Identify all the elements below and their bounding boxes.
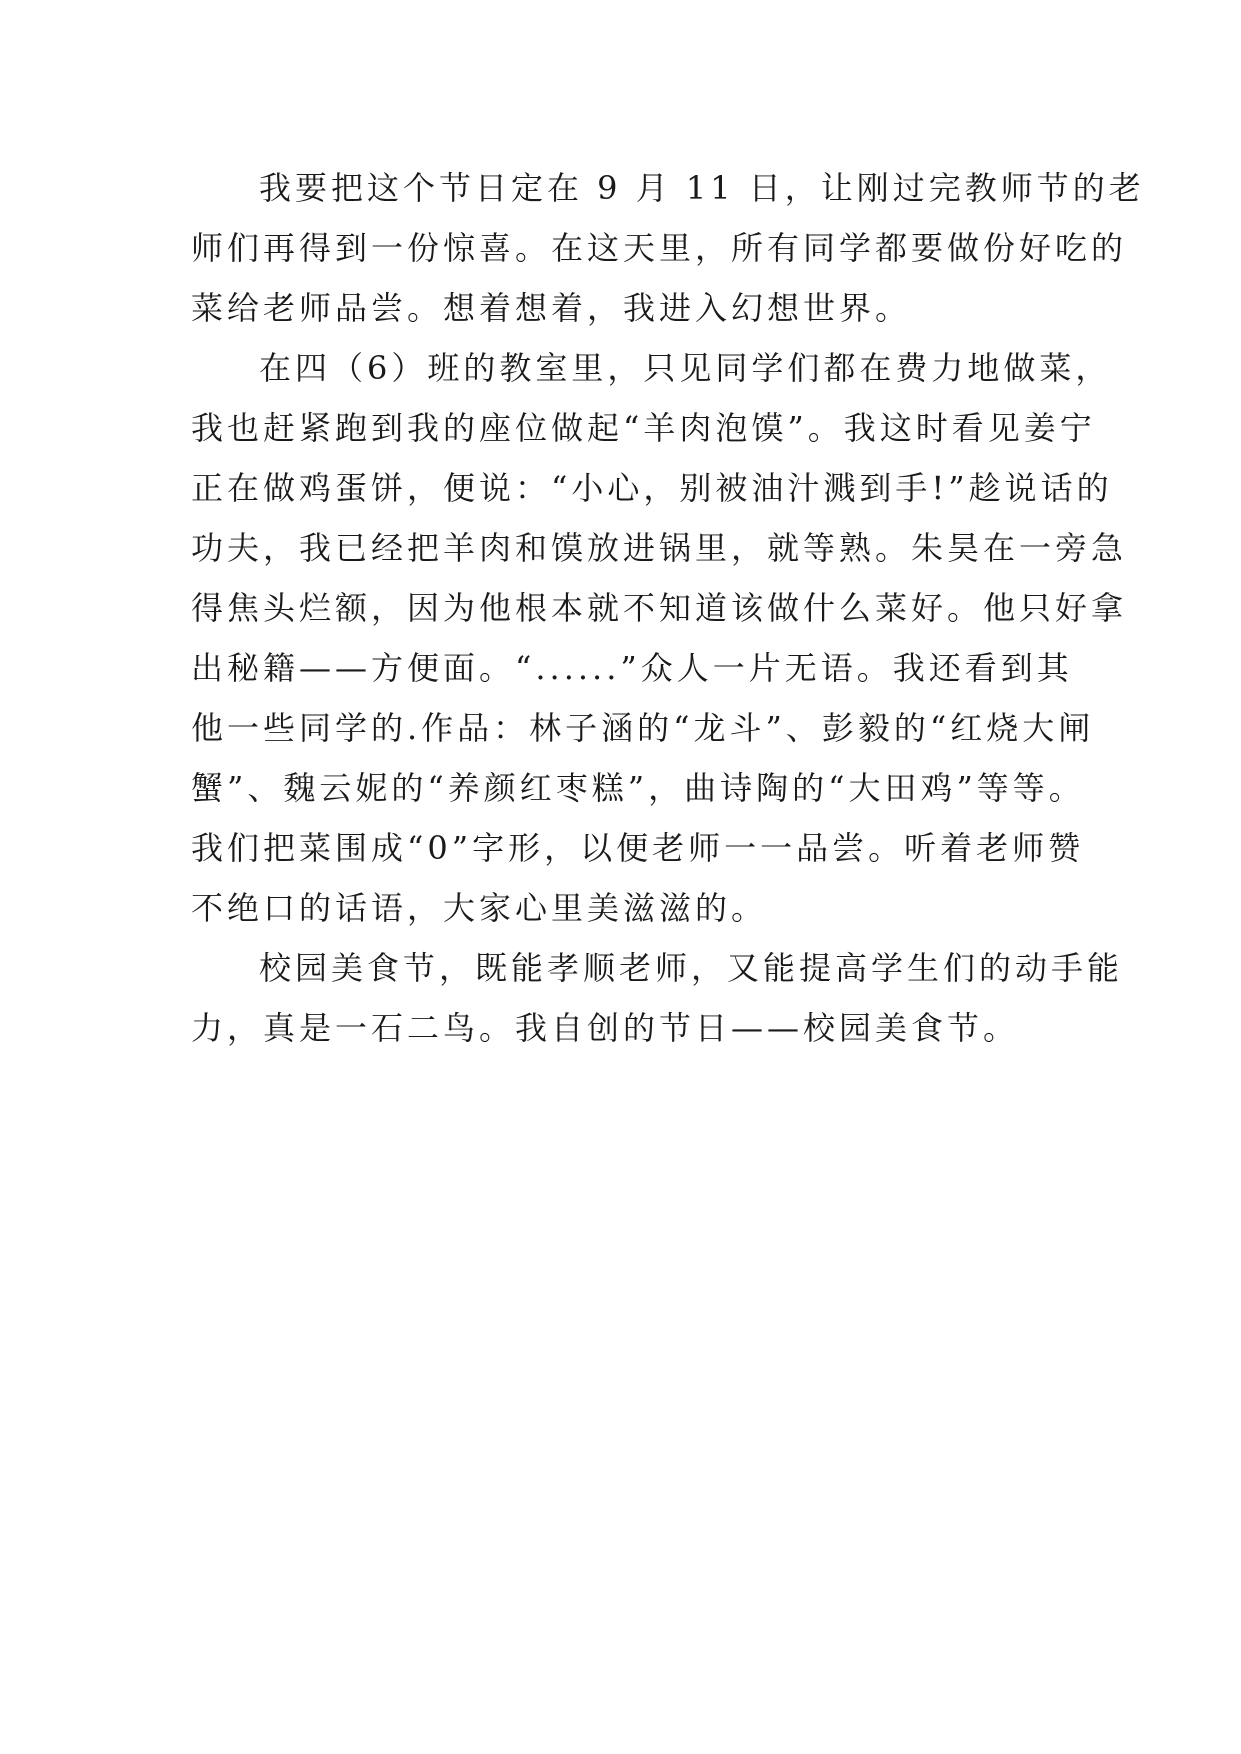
text-line: 校园美食节，既能孝顺老师，又能提高学生们的动手能	[259, 949, 1124, 987]
text-line: 他一些同学的.作品：林子涵的“龙斗”、彭毅的“红烧大闸	[191, 709, 1095, 747]
text-line: 正在做鸡蛋饼，便说：“小心，别被油汁溅到手!”趁说话的	[191, 469, 1113, 507]
document-body	[191, 158, 1145, 1058]
paragraph-1	[191, 158, 1145, 338]
text-line: 力，真是一石二鸟。我自创的节日——校园美食节。	[191, 1009, 1020, 1047]
text-line: 师们再得到一份惊喜。在这天里，所有同学都要做份好吃的	[191, 229, 1128, 267]
text-line: 出秘籍——方便面。“......”众人一片无语。我还看到其	[191, 649, 1073, 687]
text-line: 菜给老师品尝。想着想着，我进入幻想世界。	[191, 289, 912, 327]
text-line: 我们把菜围成“0”字形，以便老师一一品尝。听着老师赞	[191, 829, 1085, 867]
text-line: 蟹”、魏云妮的“养颜红枣糕”，曲诗陶的“大田鸡”等等。	[191, 769, 1085, 807]
text-line: 我要把这个节日定在 9 月 11 日，让刚过完教师节的老	[259, 169, 1145, 207]
text-line: 功夫，我已经把羊肉和馍放进锅里，就等熟。朱昊在一旁急	[191, 529, 1128, 567]
paragraph-2	[191, 338, 1128, 938]
paragraph-3	[191, 938, 1124, 1058]
text-line: 我也赶紧跑到我的座位做起“羊肉泡馍”。我这时看见姜宁	[191, 409, 1096, 447]
text-line: 不绝口的话语，大家心里美滋滋的。	[191, 889, 768, 927]
text-line: 得焦头烂额，因为他根本就不知道该做什么菜好。他只好拿	[191, 589, 1128, 627]
text-line: 在四（6）班的教室里，只见同学们都在费力地做菜，	[259, 349, 1112, 387]
